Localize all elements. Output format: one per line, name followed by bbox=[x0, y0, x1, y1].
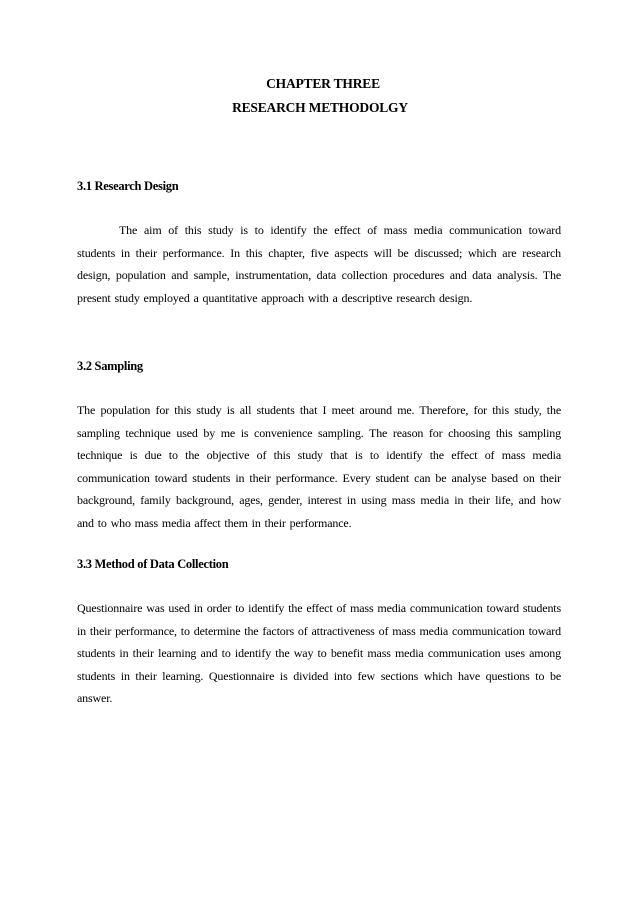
section-heading-research-design: 3.1 Research Design bbox=[77, 179, 179, 193]
section-heading-sampling: 3.2 Sampling bbox=[77, 359, 143, 373]
section-body-data-collection: Questionnaire was used in order to identify the effect of mass media communication toward students in their performance, to determine the factors of attractiveness of mass media communication toward students in their learning and to identify the way to benefit mass media communication uses among students in their learning. Questionnaire is divided into few sections which have questions to be answer. bbox=[77, 601, 561, 705]
chapter-number: CHAPTER THREE bbox=[266, 76, 380, 91]
chapter-title: RESEARCH METHODOLGY bbox=[232, 100, 408, 115]
section-body-research-design: The aim of this study is to identify the effect of mass media communication toward students in their performance. In this chapter, five aspects will be discussed; which are research design, population and sample, instrumentation, data collection procedures and data analysis. The present study employed a quantitative approach with a descriptive research design. bbox=[77, 223, 561, 305]
section-heading-data-collection: 3.3 Method of Data Collection bbox=[77, 557, 229, 571]
section-body-sampling: The population for this study is all students that I meet around me. Therefore, for this study, the sampling technique used by me is convenience sampling. The reason for choosing this sampling technique is due to the objective of this study that is to identify the effect of mass media communication toward students in their performance. Every student can be analyse based on their background, family background, ages, gender, interest in using mass media in their life, and how and to who mass media affect them in their performance. bbox=[77, 403, 561, 530]
